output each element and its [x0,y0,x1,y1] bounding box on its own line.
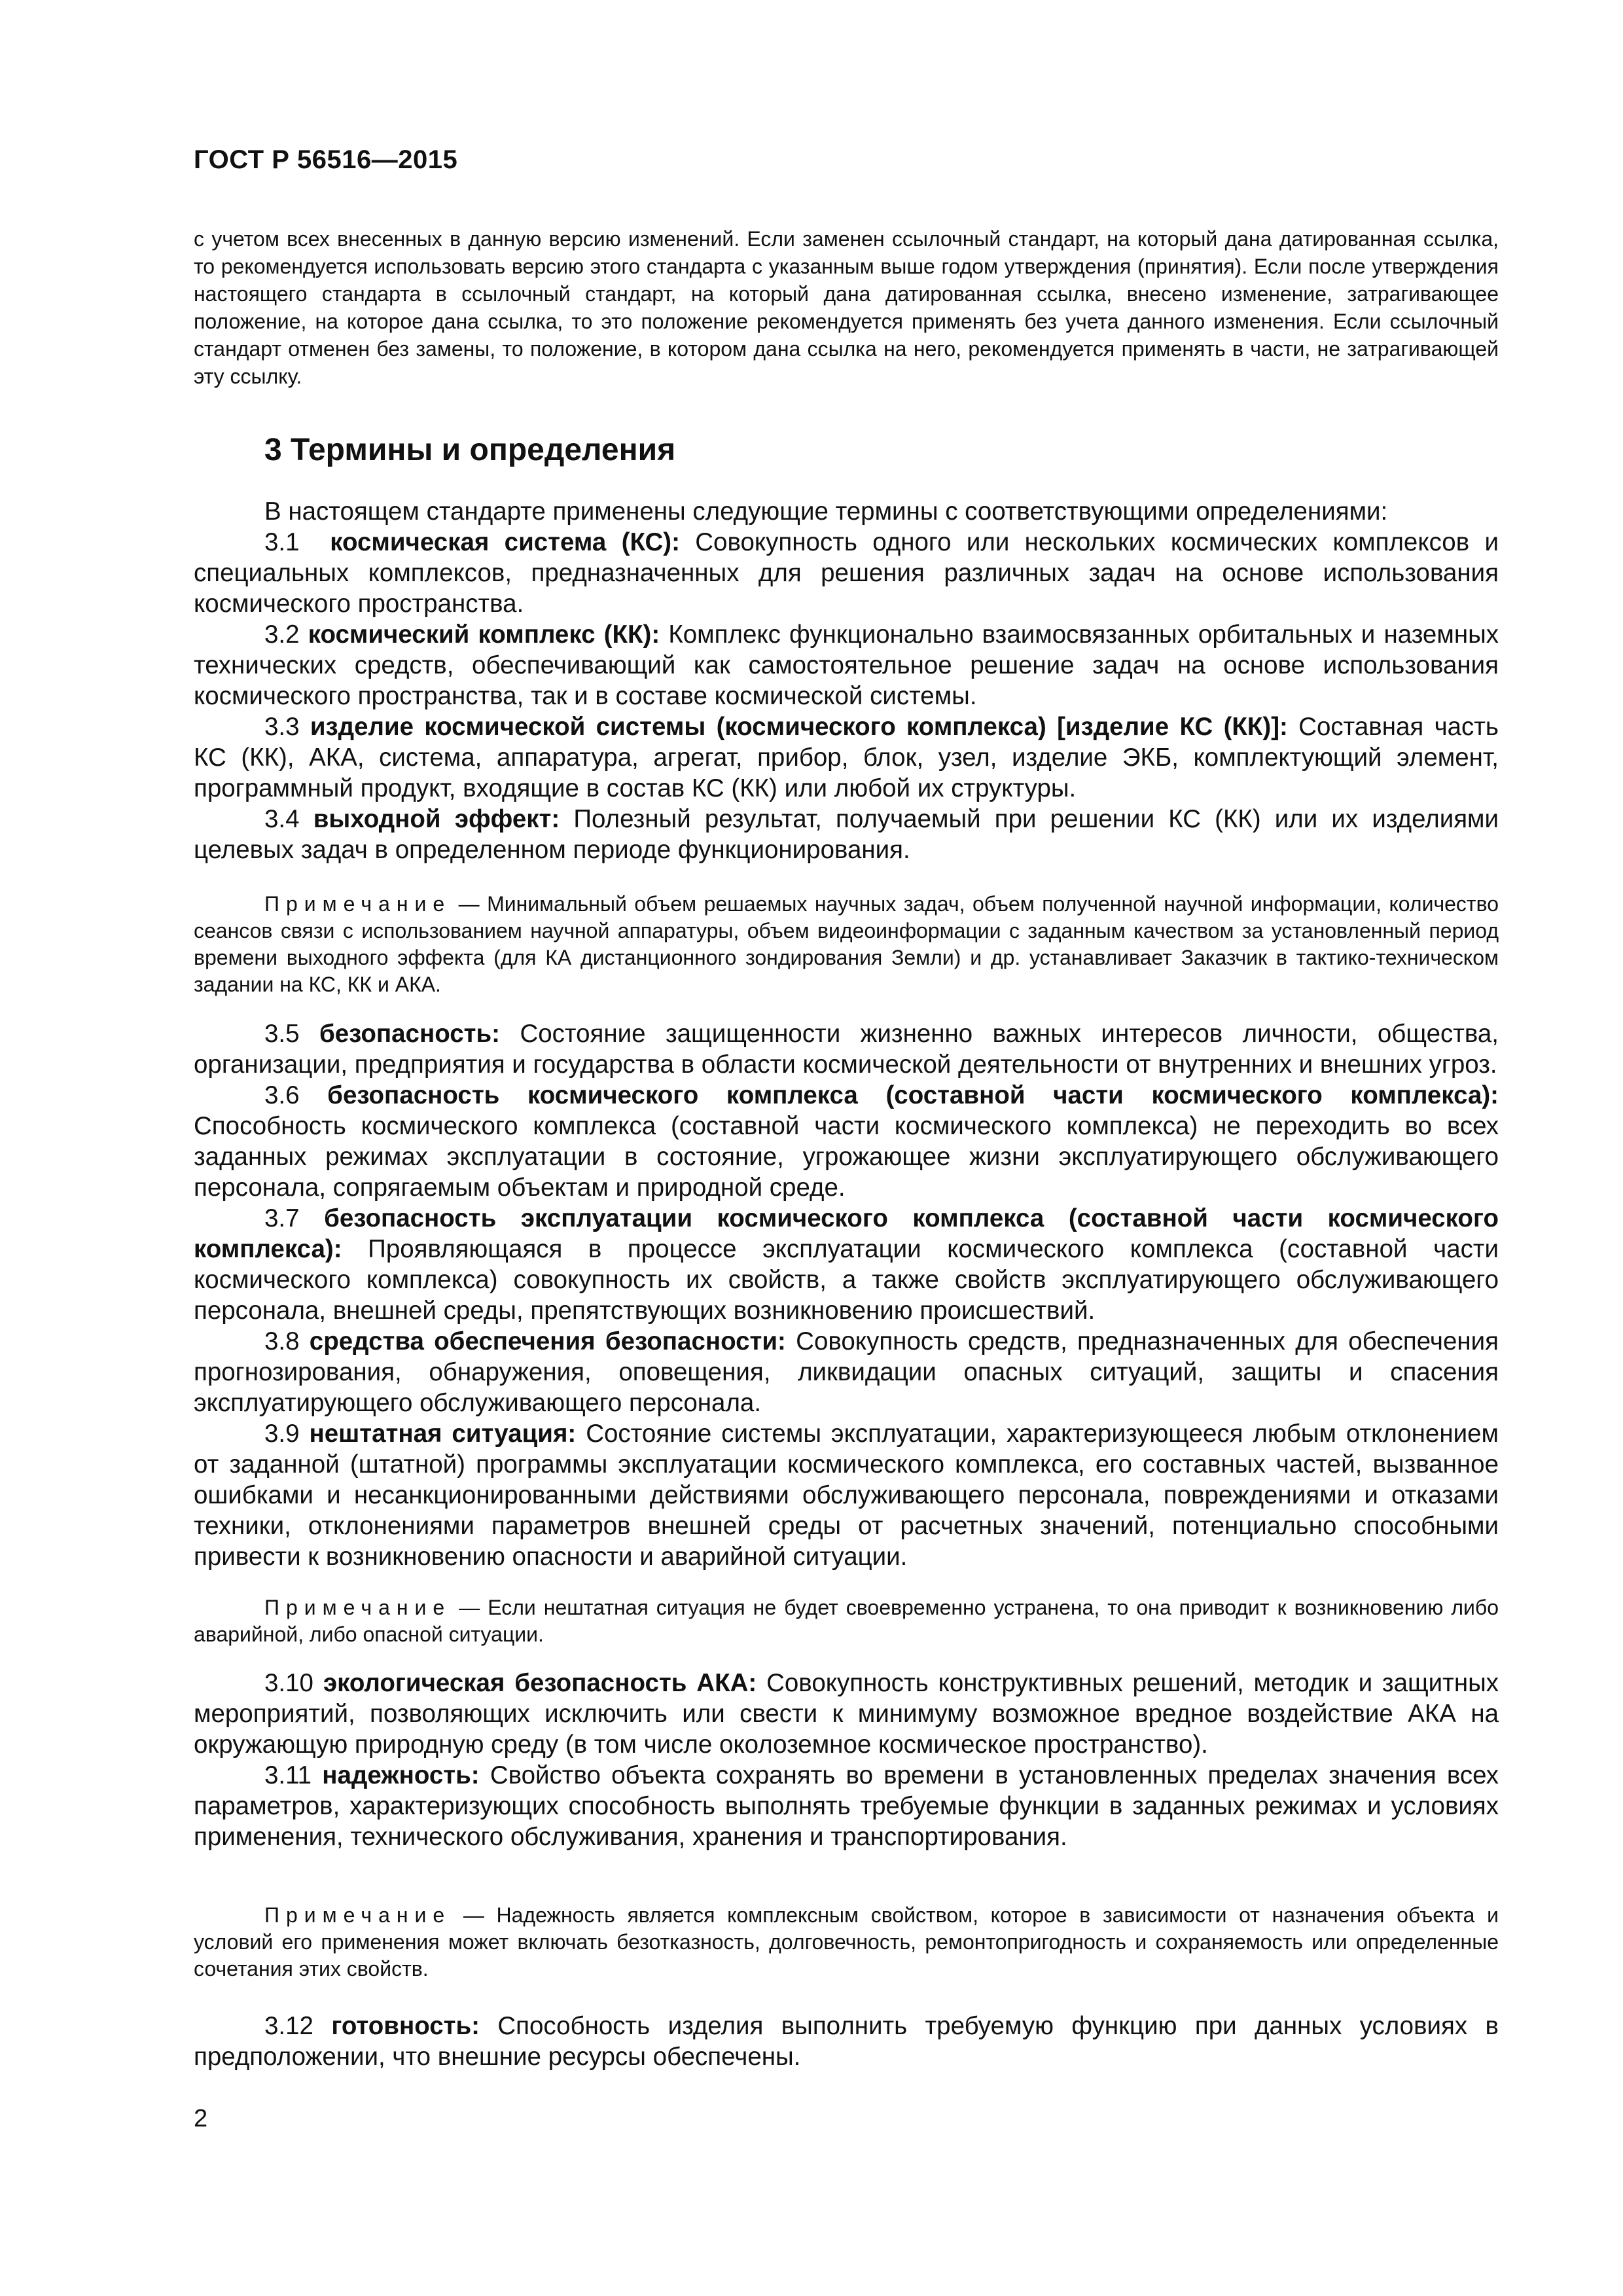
term-name: экологическая безопасность АКА: [323,1669,757,1697]
term-definition: Полезный результат, получаемый при решении КС (КК) или их изделиями целевых задач в определенном периоде функционирования. [194,805,1499,864]
term-name: космический комплекс (КК): [308,620,660,649]
note-label: Примечание [264,1903,452,1927]
term-3-8: 3.8 средства обеспечения безопасности: Совокупность средств, предназначенных для обеспечения прогнозирования, обнаружения, оповещения, ликвидации опасных ситуаций, защиты и спасения эксплуатирующего обслуживающего персонала. [194,1327,1499,1417]
note-3 [194,1902,1499,1982]
intro-paragraph: с учетом всех внесенных в данную версию изменений. Если заменен ссылочный стандарт, на который дана датированная ссылка, то рекомендуется использовать версию этого стандарта с указанным выше годом утверждения (принятия). Если после утверждения настоящего стандарта в ссылочный стандарт, на который дана датированная ссылка, внесено изменение, затрагивающее положение, на которое дана ссылка, то это положение рекомендуется применять без учета данного изменения. Если ссылочный стандарт отменен без замены, то положение, в котором дана ссылка на него, рекомендуется применять в части, не затрагивающей эту ссылку. [194,227,1499,388]
terms-block-3 [194,1668,1499,1852]
term-definition: Совокупность средств, предназначенных для обеспечения прогнозирования, обнаружения, оповещения, ликвидации опасных ситуаций, защиты и спасения эксплуатирующего обслуживающего персонала. [194,1327,1499,1417]
term-3-10: 3.10 экологическая безопасность АКА: Совокупность конструктивных решений, методик и защитных мероприятий, позволяющих исключить или свести к минимуму возможное вредное воздействие АКА на окружающую природную среду (в том числе околоземное космическое пространство). [194,1669,1499,1759]
section-title: 3 Термины и определения [264,433,676,467]
term-3-4: 3.4 выходной эффект: Полезный результат, получаемый при решении КС (КК) или их изделиями целевых задач в определенном периоде функционирования. [194,805,1499,864]
note-text: — Минимальный объем решаемых научных задач, объем полученной научной информации, количество сеансов связи с использованием научной аппаратуры, объем видеоинформации с заданным качеством за установленный период времени выходного эффекта (для КА дистанционного зондирования Земли) и др. устанавливает Заказчик в тактико-техническом задании на КС, КК и АКА. [194,892,1499,996]
term-definition: Совокупность одного или нескольких космических комплексов и специальных комплексов, предназначенных для решения различных задач на основе использования космического пространства. [194,528,1499,618]
terms-block-1 [194,496,1499,865]
term-name: выходной эффект: [313,805,560,833]
term-3-2: 3.2 космический комплекс (КК): Комплекс функционально взаимосвязанных орбитальных и наземных технических средств, обеспечивающий как самостоятельное решение задач на основе использования космического пространства, так и в составе космической системы. [194,620,1499,710]
note-text: — Если нештатная ситуация не будет своевременно устранена, то она приводит к возникновению либо аварийной, либо опасной ситуации. [194,1596,1499,1646]
term-name: надежность: [322,1761,480,1789]
note-1 [194,891,1499,998]
term-3-6: 3.6 безопасность космического комплекса (составной части космического комплекса): Способность космического комплекса (составной части космического комплекса) не переходить во всех заданных режимах эксплуатации в состояние, угрожающее жизни эксплуатирующего обслуживающего персонала, сопрягаемым объектам и природной среде. [194,1081,1499,1202]
term-name: нештатная ситуация: [309,1420,577,1448]
standard-code-header: ГОСТ Р 56516—2015 [194,145,458,174]
term-definition: Составная часть КС (КК), АКА, система, аппаратура, агрегат, прибор, блок, узел, изделие ЭКБ, комплектующий элемент, программный продукт, входящие в состав КС (КК) или любой их структуры. [194,713,1499,802]
term-name: средства обеспечения безопасности: [309,1327,786,1355]
term-name: безопасность эксплуатации космического комплекса (составной части космического комплекса): [194,1204,1499,1263]
term-definition: Комплекс функционально взаимосвязанных орбитальных и наземных технических средств, обеспечивающий как самостоятельное решение задач на основе использования космического пространства, так и в составе космической системы. [194,620,1499,710]
term-3-12: 3.12 готовность: Способность изделия выполнить требуемую функцию при данных условиях в предположении, что внешние ресурсы обеспечены. [194,2012,1499,2071]
term-definition: Состояние защищенности жизненно важных интересов личности, общества, организации, предприятия и государства в области космической деятельности от внутренних и внешних угроз. [194,1020,1499,1079]
note-label: Примечание [264,892,452,916]
term-name: безопасность: [319,1020,500,1048]
note-text: — Надежность является комплексным свойством, которое в зависимости от назначения объекта и условий его применения может включать безотказность, долговечность, ремонтопригодность и сохраняемость или определенные сочетания этих свойств. [194,1903,1499,1981]
term-3-5: 3.5 безопасность: Состояние защищенности жизненно важных интересов личности, общества, организации, предприятия и государства в области космической деятельности от внутренних и внешних угроз. [194,1020,1499,1079]
term-name: безопасность космического комплекса (составной части космического комплекса): [327,1081,1499,1109]
term-name: изделие космической системы (космического комплекса) [изделие КС (КК)]: [310,713,1288,741]
page-number: 2 [194,2105,208,2132]
term-name: космическая система (КС): [330,528,680,556]
term-definition: Проявляющаяся в процессе эксплуатации космического комплекса (составной части космического комплекса) совокупность их свойств, а также свойств эксплуатирующего обслуживающего персонала, внешней среды, препятствующих возникновению происшествий. [194,1235,1499,1325]
note-label: Примечание [264,1596,452,1619]
term-name: готовность: [331,2012,480,2040]
note-2 [194,1594,1499,1648]
term-3-9: 3.9 нештатная ситуация: Состояние системы эксплуатации, характеризующееся любым отклонением от заданной (штатной) программы эксплуатации космического комплекса, его составных частей, вызванное ошибками и несанкционированными действиями обслуживающего персонала, повреждениями и отказами техники, отклонениями параметров внешней среды от расчетных значений, потенциально способными привести к возникновению опасности и аварийной ситуации. [194,1420,1499,1571]
term-definition: Способность космического комплекса (составной части космического комплекса) не переходить во всех заданных режимах эксплуатации в состояние, угрожающее жизни эксплуатирующего обслуживающего персонала, сопрягаемым объектам и природной среде. [194,1112,1499,1202]
terms-block-2 [194,1018,1499,1572]
term-3-7: 3.7 безопасность эксплуатации космического комплекса (составной части космического комплекса): Проявляющаяся в процессе эксплуатации космического комплекса (составной части космического комплекса) совокупность их свойств, а также свойств эксплуатирующего обслуживающего персонала, внешней среды, препятствующих возникновению происшествий. [194,1204,1499,1325]
term-3-3: 3.3 изделие космической системы (космического комплекса) [изделие КС (КК)]: Составная часть КС (КК), АКА, система, аппаратура, агрегат, прибор, блок, узел, изделие ЭКБ, комплектующий элемент, программный продукт, входящие в состав КС (КК) или любой их структуры. [194,713,1499,802]
terms-block-4 [194,2011,1499,2072]
term-definition: Способность изделия выполнить требуемую функцию при данных условиях в предположении, что внешние ресурсы обеспечены. [194,2012,1499,2071]
term-3-11: 3.11 надежность: Свойство объекта сохранять во времени в установленных пределах значения всех параметров, характеризующих способность выполнять требуемые функции в заданных режимах и условиях применения, технического обслуживания, хранения и транспортирования. [194,1761,1499,1851]
lead-paragraph: В настоящем стандарте применены следующие термины с соответствующими определениями: [264,497,1388,526]
term-definition: Совокупность конструктивных решений, методик и защитных мероприятий, позволяющих исключить или свести к минимуму возможное вредное воздействие АКА на окружающую природную среду (в том числе околоземное космическое пространство). [194,1669,1499,1759]
term-definition: Свойство объекта сохранять во времени в установленных пределах значения всех параметров, характеризующих способность выполнять требуемые функции в заданных режимах и условиях применения, технического обслуживания, хранения и транспортирования. [194,1761,1499,1851]
term-3-1: 3.1 космическая система (КС): Совокупность одного или нескольких космических комплексов и специальных комплексов, предназначенных для решения различных задач на основе использования космического пространства. [194,528,1499,618]
term-definition: Состояние системы эксплуатации, характеризующееся любым отклонением от заданной (штатной) программы эксплуатации космического комплекса, его составных частей, вызванное ошибками и несанкционированными действиями обслуживающего персонала, повреждениями и отказами техники, отклонениями параметров внешней среды от расчетных значений, потенциально способными привести к возникновению опасности и аварийной ситуации. [194,1420,1499,1571]
